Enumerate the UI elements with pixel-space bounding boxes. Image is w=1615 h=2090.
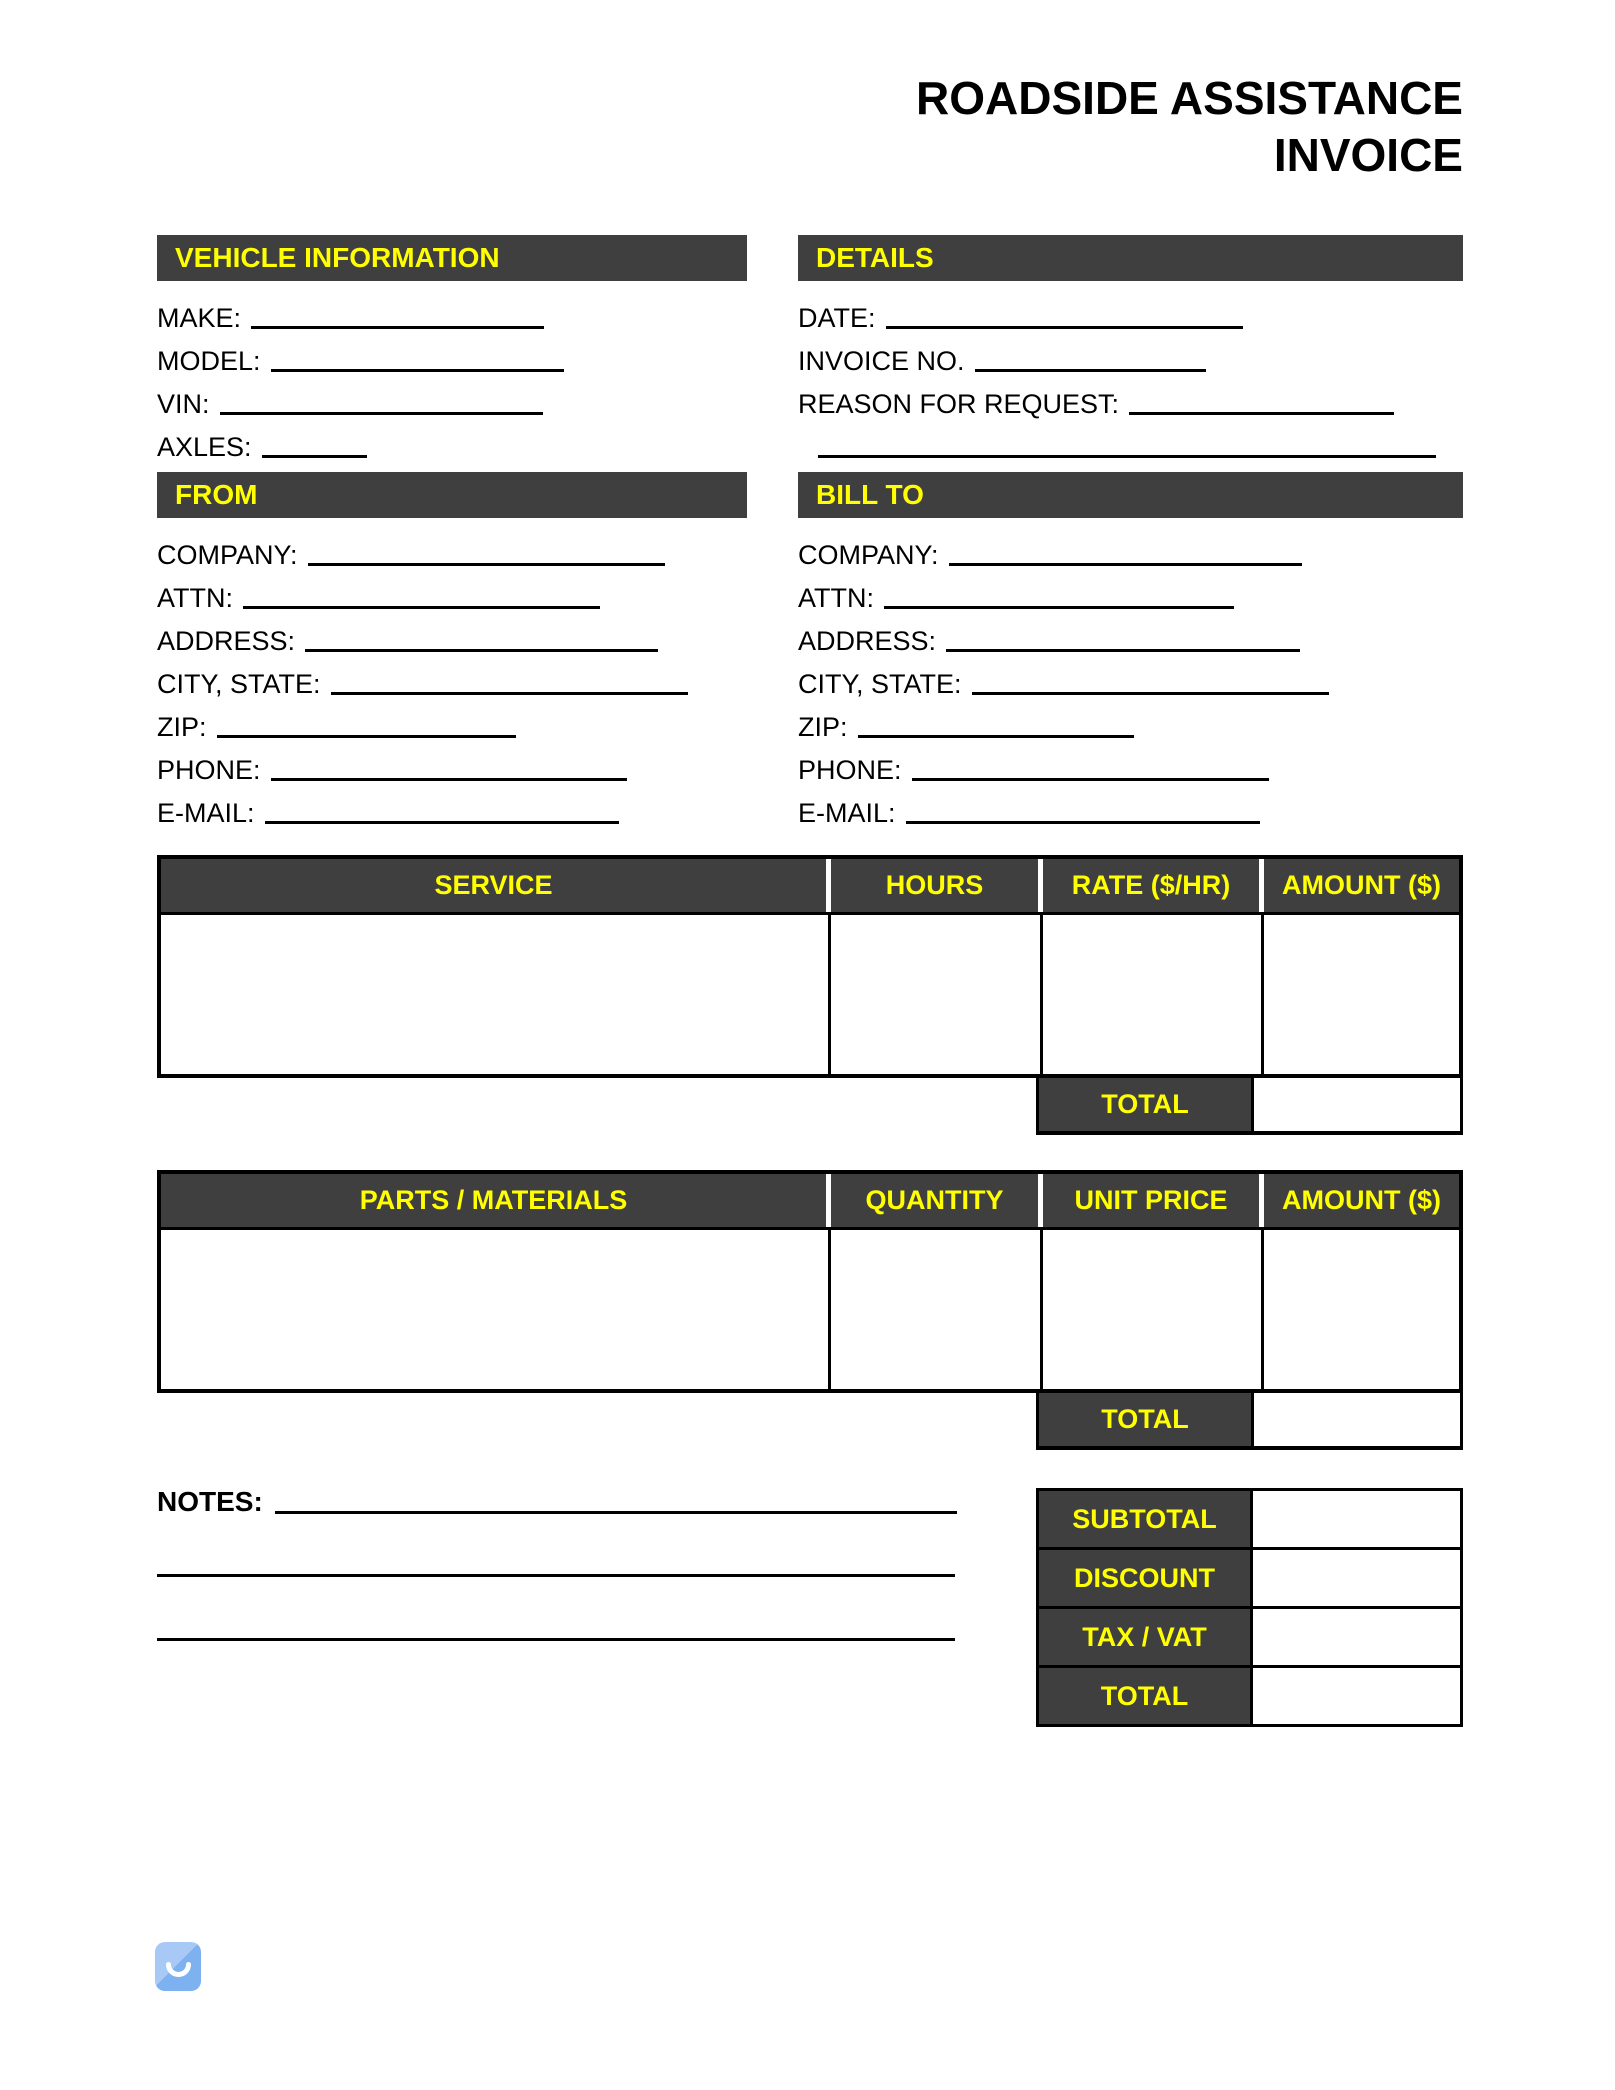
service-cell-amount — [1261, 915, 1459, 1074]
field-label: INVOICE NO. — [798, 345, 965, 376]
summary-value-discount — [1253, 1550, 1460, 1606]
field-reason-for-request — [798, 376, 1463, 419]
from-header — [157, 472, 747, 518]
service-total-value-cell — [1254, 1078, 1463, 1135]
notes-line-1 — [275, 1511, 957, 1514]
field-fill-line — [949, 563, 1302, 566]
service-cell-service — [161, 915, 828, 1074]
field-label: ZIP: — [798, 711, 848, 742]
service-table — [157, 855, 1463, 1135]
summary-label-tax-vat: TAX / VAT — [1039, 1609, 1253, 1665]
field-label: E-MAIL: — [157, 797, 255, 828]
field-fill-line — [262, 455, 367, 458]
parts-table-header — [157, 1170, 1463, 1230]
service-cell-hours — [828, 915, 1040, 1074]
vehicle-information-fields — [157, 290, 747, 462]
bill-to-header — [798, 472, 1463, 518]
parts-cell-quantity — [828, 1230, 1040, 1389]
service-total-row — [157, 1078, 1463, 1135]
service-cell-rate — [1040, 915, 1261, 1074]
field-fill-line — [251, 326, 544, 329]
notes-section — [157, 1488, 957, 1641]
page-content — [157, 0, 1463, 2090]
field-bill-to-zip — [798, 699, 1463, 742]
field-fill-line — [1129, 412, 1394, 415]
field-label: COMPANY: — [157, 539, 298, 570]
field-fill-line — [271, 369, 564, 372]
field-fill-line — [972, 692, 1329, 695]
field-from-city-state — [157, 656, 747, 699]
field-fill-line — [308, 563, 665, 566]
summary-label-subtotal: SUBTOTAL — [1039, 1491, 1253, 1547]
details-fields — [798, 290, 1463, 458]
field-label: AXLES: — [157, 431, 252, 462]
parts-col-header-parts-materials: PARTS / MATERIALS — [161, 1174, 826, 1227]
field-fill-line — [946, 649, 1300, 652]
summary-value-tax-vat — [1253, 1609, 1460, 1665]
bill-to-fields — [798, 527, 1463, 828]
field-label: VIN: — [157, 388, 210, 419]
field-vin — [157, 376, 747, 419]
parts-col-header-amount: AMOUNT ($) — [1264, 1174, 1459, 1227]
summary-table — [1036, 1488, 1463, 1727]
details-header — [798, 235, 1463, 281]
details-title: DETAILS — [816, 242, 934, 273]
field-fill-line — [331, 692, 688, 695]
field-label: ZIP: — [157, 711, 207, 742]
field-from-company — [157, 527, 747, 570]
summary-value-subtotal — [1253, 1491, 1460, 1547]
field-bill-to-city-state — [798, 656, 1463, 699]
parts-table-row — [157, 1230, 1463, 1393]
field-fill-line — [886, 326, 1243, 329]
field-fill-line — [912, 778, 1269, 781]
notes-label: NOTES: — [157, 1486, 263, 1517]
field-label: MODEL: — [157, 345, 261, 376]
field-fill-line — [906, 821, 1260, 824]
field-bill-to-attn — [798, 570, 1463, 613]
service-total-label: TOTAL — [1036, 1078, 1254, 1135]
parts-cell-item — [161, 1230, 828, 1389]
service-table-header — [157, 855, 1463, 915]
field-fill-line — [884, 606, 1234, 609]
vehicle-information-header — [157, 235, 747, 281]
field-from-zip — [157, 699, 747, 742]
field-from-address — [157, 613, 747, 656]
field-label: ADDRESS: — [157, 625, 296, 656]
field-label: ADDRESS: — [798, 625, 937, 656]
service-col-header-amount: AMOUNT ($) — [1264, 859, 1459, 912]
field-label: PHONE: — [157, 754, 261, 785]
section-row-2 — [157, 472, 1463, 828]
service-col-header-hours: HOURS — [831, 859, 1038, 912]
field-fill-line — [305, 649, 658, 652]
field-fill-line — [975, 369, 1206, 372]
page-title — [157, 70, 1463, 184]
section-details — [798, 235, 1463, 462]
field-from-phone — [157, 742, 747, 785]
service-table-row — [157, 915, 1463, 1078]
summary-row-subtotal — [1039, 1491, 1460, 1547]
field-label: MAKE: — [157, 302, 242, 333]
field-axles — [157, 419, 747, 462]
from-title: FROM — [175, 479, 258, 510]
service-col-header-rate: RATE ($/HR) — [1043, 859, 1259, 912]
parts-total-value-cell — [1254, 1393, 1463, 1450]
summary-label-discount: DISCOUNT — [1039, 1550, 1253, 1606]
parts-cell-unit-price — [1040, 1230, 1261, 1389]
summary-label-total: TOTAL — [1039, 1668, 1253, 1724]
from-fields — [157, 527, 747, 828]
brand-logo — [155, 1942, 201, 1991]
bill-to-title: BILL TO — [816, 479, 924, 510]
service-col-header-service: SERVICE — [161, 859, 826, 912]
field-label: ATTN: — [798, 582, 874, 613]
field-bill-to-address — [798, 613, 1463, 656]
field-label: E-MAIL: — [798, 797, 896, 828]
parts-col-header-unit-price: UNIT PRICE — [1043, 1174, 1259, 1227]
field-date — [798, 290, 1463, 333]
field-fill-line — [243, 606, 600, 609]
vehicle-information-title: VEHICLE INFORMATION — [175, 242, 500, 273]
parts-table — [157, 1170, 1463, 1450]
field-fill-line — [220, 412, 543, 415]
field-label: CITY, STATE: — [798, 668, 962, 699]
field-fill-line — [265, 821, 619, 824]
section-vehicle-information — [157, 235, 747, 462]
summary-value-total — [1253, 1668, 1460, 1724]
summary-row-total — [1039, 1665, 1460, 1724]
field-from-attn — [157, 570, 747, 613]
section-from — [157, 472, 747, 828]
summary-row-discount — [1039, 1547, 1460, 1606]
field-fill-line — [217, 735, 516, 738]
parts-total-label: TOTAL — [1036, 1393, 1254, 1450]
field-label: CITY, STATE: — [157, 668, 321, 699]
field-bill-to-phone — [798, 742, 1463, 785]
field-label: PHONE: — [798, 754, 902, 785]
field-label: COMPANY: — [798, 539, 939, 570]
parts-col-header-quantity: QUANTITY — [831, 1174, 1038, 1227]
parts-total-row — [157, 1393, 1463, 1450]
field-bill-to-email — [798, 785, 1463, 828]
page-title-line-2: INVOICE — [1273, 129, 1463, 181]
field-fill-line — [858, 735, 1134, 738]
field-label: REASON FOR REQUEST: — [798, 388, 1120, 419]
reason-continuation-line — [818, 455, 1436, 458]
field-label: DATE: — [798, 302, 876, 333]
notes-line-2 — [157, 1574, 955, 1577]
field-fill-line — [271, 778, 627, 781]
section-row-1 — [157, 235, 1463, 462]
notes-first-row — [157, 1488, 957, 1516]
field-invoice-no — [798, 333, 1463, 376]
notes-line-3 — [157, 1638, 955, 1641]
summary-row-tax-vat — [1039, 1606, 1460, 1665]
field-make — [157, 290, 747, 333]
field-bill-to-company — [798, 527, 1463, 570]
section-bill-to — [798, 472, 1463, 828]
field-from-email — [157, 785, 747, 828]
field-label: ATTN: — [157, 582, 233, 613]
parts-cell-amount — [1261, 1230, 1459, 1389]
field-model — [157, 333, 747, 376]
page-title-line-1: ROADSIDE ASSISTANCE — [916, 72, 1463, 124]
smile-icon — [165, 1955, 192, 1979]
